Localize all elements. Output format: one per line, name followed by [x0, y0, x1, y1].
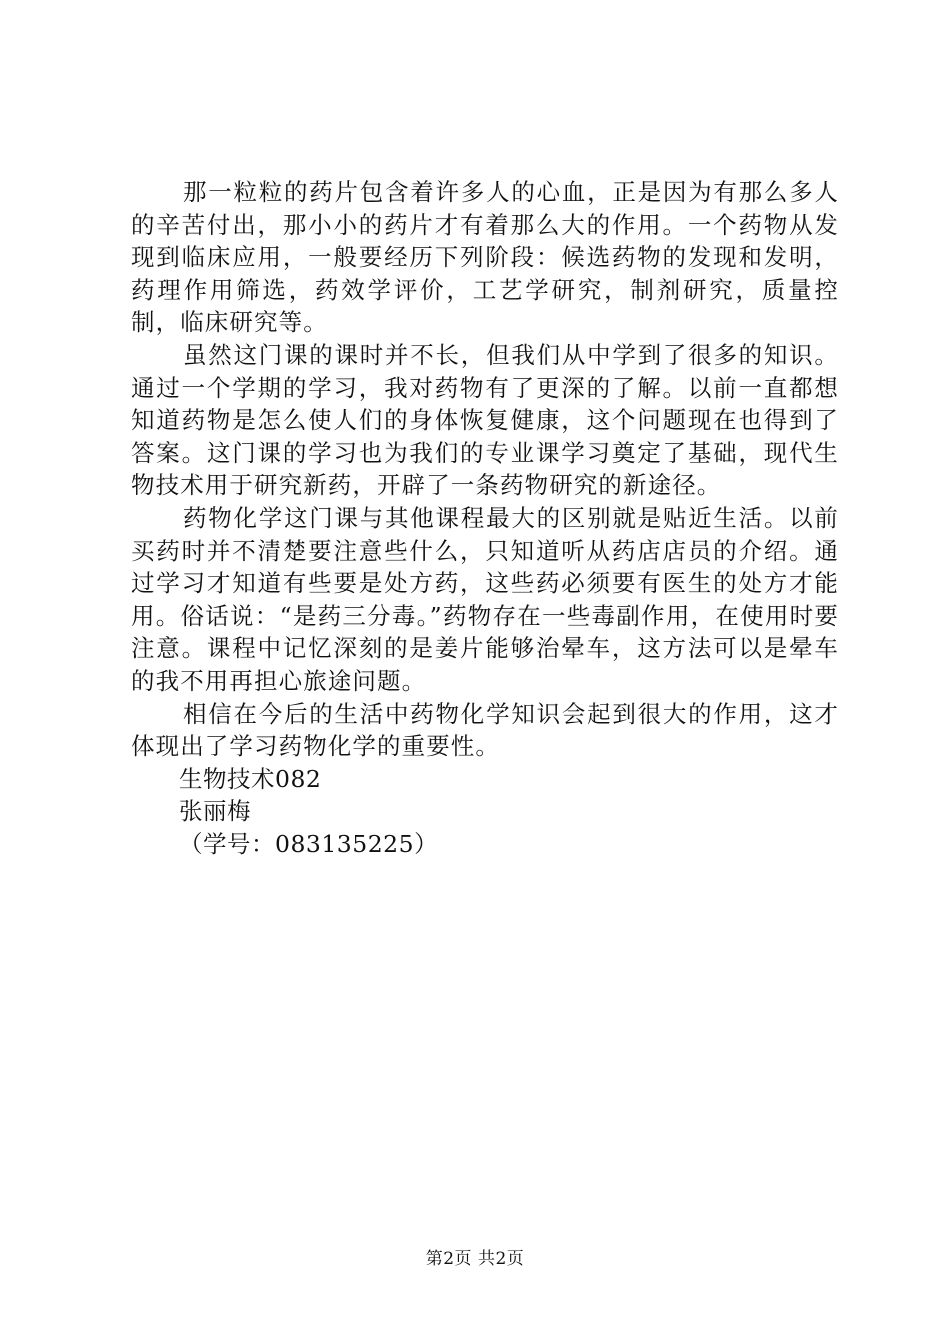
page-number-footer: 第2页 共2页 — [425, 1249, 525, 1269]
paragraph-4: 相信在今后的生活中药物化学知识会起到很大的作用，这才体现出了学习药物化学的重要性。 — [131, 699, 839, 761]
document-body — [131, 176, 839, 860]
signature-student-id: （学号：083135225） — [179, 829, 439, 858]
signature-author: 张丽梅 — [179, 797, 251, 826]
paragraph-3: 药物化学这门课与其他课程最大的区别就是贴近生活。以前买药时并不清楚要注意些什么，只知道听从药店店员的介绍。通过学习才知道有些要是处方药，这些药必须要有医生的处方才能用。俗话说：“是药三分毒。”药物存在一些毒副作用，在使用时要注意。课程中记忆深刻的是姜片能够治晕车，这方法可以是晕车的我不用再担心旅途问题。 — [131, 503, 839, 695]
paragraph-2: 虽然这门课的课时并不长，但我们从中学到了很多的知识。通过一个学期的学习，我对药物有了更深的了解。以前一直都想知道药物是怎么使人们的身体恢复健康，这个问题现在也得到了答案。这门课的学习也为我们的专业课学习奠定了基础，现代生物技术用于研究新药，开辟了一条药物研究的新途径。 — [131, 340, 839, 500]
paragraph-1: 那一粒粒的药片包含着许多人的心血，正是因为有那么多人的辛苦付出，那小小的药片才有着那么大的作用。一个药物从发现到临床应用，一般要经历下列阶段：候选药物的发现和发明，药理作用筛选，药效学评价，工艺学研究，制剂研究，质量控制，临床研究等。 — [131, 178, 839, 337]
signature-class: 生物技术082 — [179, 764, 322, 793]
